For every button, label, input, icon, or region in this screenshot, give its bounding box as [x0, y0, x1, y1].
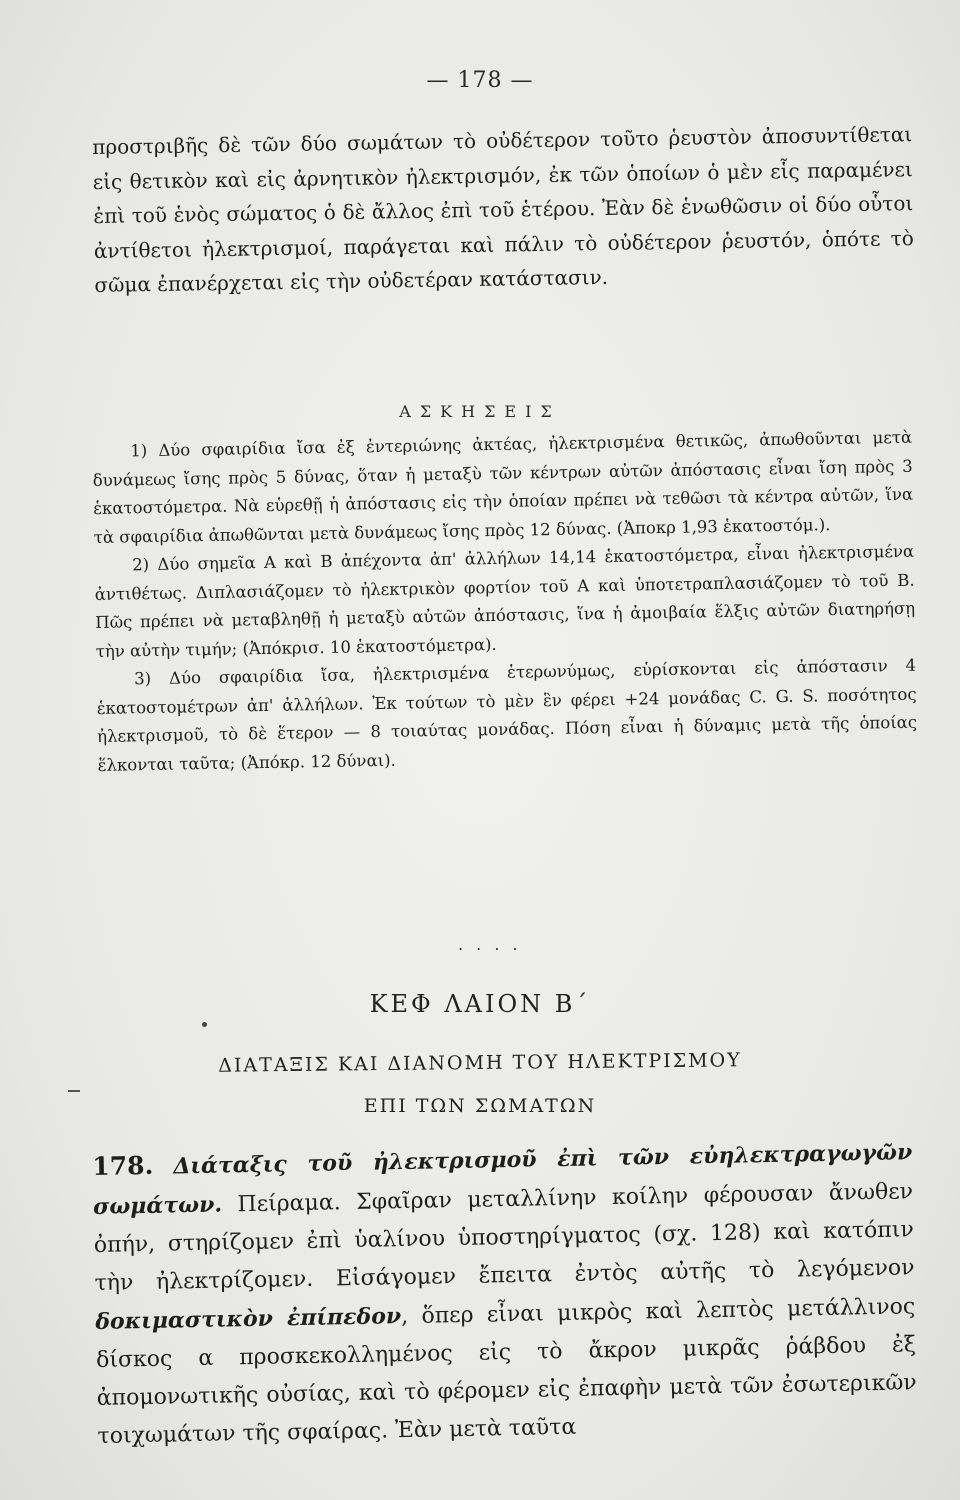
exercise-item: 2) Δύο σημεῖα Α καὶ Β ἀπέχοντα ἀπ' ἀλλήλων 14,14 ἑκατοστόμετρα, εἶναι ἠλεκτρισμένα ἀντιθέτως. Διπλασιάζομεν τὸ ἠλεκτρικὸν φορτίον τοῦ Α καὶ ὑποτετραπλασιάζομεν τὸ τοῦ Β. Πῶς πρέπει νὰ μεταβληθῇ ἡ μεταξὺ αὐτῶν ἀπόστασις, ἵνα ἡ ἀμοιβαία ἕλξις αὐτῶν διατηρήσῃ τὴν αὐτὴν τιμήν; (Ἀπόκρισ. 10 ἑκατοστόμετρα). [94, 541, 916, 661]
section-number: 178. [92, 1150, 154, 1181]
exercises-heading: ΑΣΚΗΣΕΙΣ [399, 402, 561, 421]
exercises-list [92, 424, 918, 780]
section-heading: Διάταξις τοῦ ἠλεκτρισμοῦ ἐπὶ τῶν εὐηλεκτραγωγῶν σωμάτων. [92, 1139, 913, 1220]
section-178-block [92, 1132, 918, 1456]
section-text-end: , ὅπερ εἶναι μικρὸς καὶ λεπτὸς μετάλλινος δίσκος α προσκεκολλημένος εἰς τὸ ἄκρον μικρᾶς ῥάβδου ἐξ ἀπομονωτικῆς οὐσίας, καὶ τὸ φέρομεν εἰς ἐπαφὴν μετὰ τῶν ἐσωτερικῶν τοιχωμάτων τῆς σφαίρας. Ἐὰν μετὰ ταῦτα [95, 1294, 917, 1449]
emphasized-term: δοκιμαστικὸν ἐπίπεδον [95, 1303, 402, 1335]
exercise-item: 1) Δύο σφαιρίδια ἴσα ἐξ ἐντεριώνης ἀκτέας, ἠλεκτρισμένα θετικῶς, ἀπωθοῦνται μετὰ δυνάμεως ἴσης πρὸς 5 δύνας, ὅταν ἡ μεταξὺ τῶν κέντρων αὐτῶν ἀπόστασις εἶναι ἴση πρὸς 3 ἑκατοστόμετρα. Νὰ εὑρεθῇ ἡ ἀπόστασις εἰς τὴν ὁποίαν πρέπει νὰ τεθῶσι τὰ κέντρα αὐτῶν, ἵνα τὰ σφαιρίδια ἀπωθῶνται μετὰ δυνάμεως ἴσης πρὸς 12 δύνας. (Ἀποκρ 1,93 ἑκατοστόμ.). [92, 427, 914, 547]
section-178-paragraph [92, 1132, 918, 1456]
section-text-start: Πείραμα. Σφαῖραν μεταλλίνην κοίλην φέρουσαν ἄνωθεν ὀπήν, στηρίζομεν ἐπὶ ὑαλίνου ὑποστηρίγματος (σχ. 128) καὶ κατόπιν τὴν ἠλεκτρίζομεν. Εἰσάγομεν ἔπειτα ἐντὸς αὐτῆς τὸ λεγόμενον [93, 1179, 915, 1296]
chapter-title: ΚΕΦ ΛΑΙΟΝ Β΄ [369, 990, 591, 1018]
margin-dash-mark [68, 1090, 80, 1092]
page-number: — 178 — [426, 68, 534, 93]
margin-dot-mark [202, 1022, 207, 1027]
top-paragraph: προστριβῆς δὲ τῶν δύο σωμάτων τὸ οὐδέτερον τοῦτο ῥευστὸν ἀποσυντίθεται εἰς θετικὸν καὶ εἰς ἀρνητικὸν ἠλεκτρισμόν, ἐκ τῶν ὁποίων ὁ μὲν εἷς παραμένει ἐπὶ τοῦ ἑνὸς σώματος ὁ δὲ ἄλλος ἐπὶ τοῦ ἑτέρου. Ἐὰν δὲ ἑνωθῶσιν οἱ δύο οὗτοι ἀντίθετοι ἠλεκτρισμοί, παράγεται καὶ πάλιν τὸ οὐδέτερον ῥευστόν, ὁπότε τὸ σῶμα ἐπανέρχεται εἰς τὴν οὐδετέραν κατάστασιν. [92, 122, 914, 297]
chapter-subtitle-line2: ΕΠΙ ΤΩΝ ΣΩΜΑΤΩΝ [363, 1095, 597, 1117]
exercise-item: 3) Δύο σφαιρίδια ἴσα, ἠλεκτρισμένα ἑτερωνύμως, εὑρίσκονται εἰς ἀπόστασιν 4 ἑκατοστομέτρων ἀπ' ἀλλήλων. Ἐκ τούτων τὸ μὲν ἓν φέρει +24 μονάδας C. G. S. ποσότητος ἠλεκτρισμοῦ, τὸ δὲ ἕτερον — 8 τοιαύτας μονάδας. Πόση εἶναι ἡ δύναμις μετὰ τῆς ὁποίας ἕλκονται ταῦτα; (Ἀπόκρ. 12 δύναι). [96, 655, 918, 775]
section-separator: . . . . [458, 935, 522, 954]
chapter-subtitle-line1: ΔΙΑΤΑΞΙΣ ΚΑΙ ΔΙΑΝΟΜΗ ΤΟΥ ΗΛΕΚΤΡΙΣΜΟΥ [218, 1049, 742, 1077]
top-paragraph-block [92, 117, 915, 302]
